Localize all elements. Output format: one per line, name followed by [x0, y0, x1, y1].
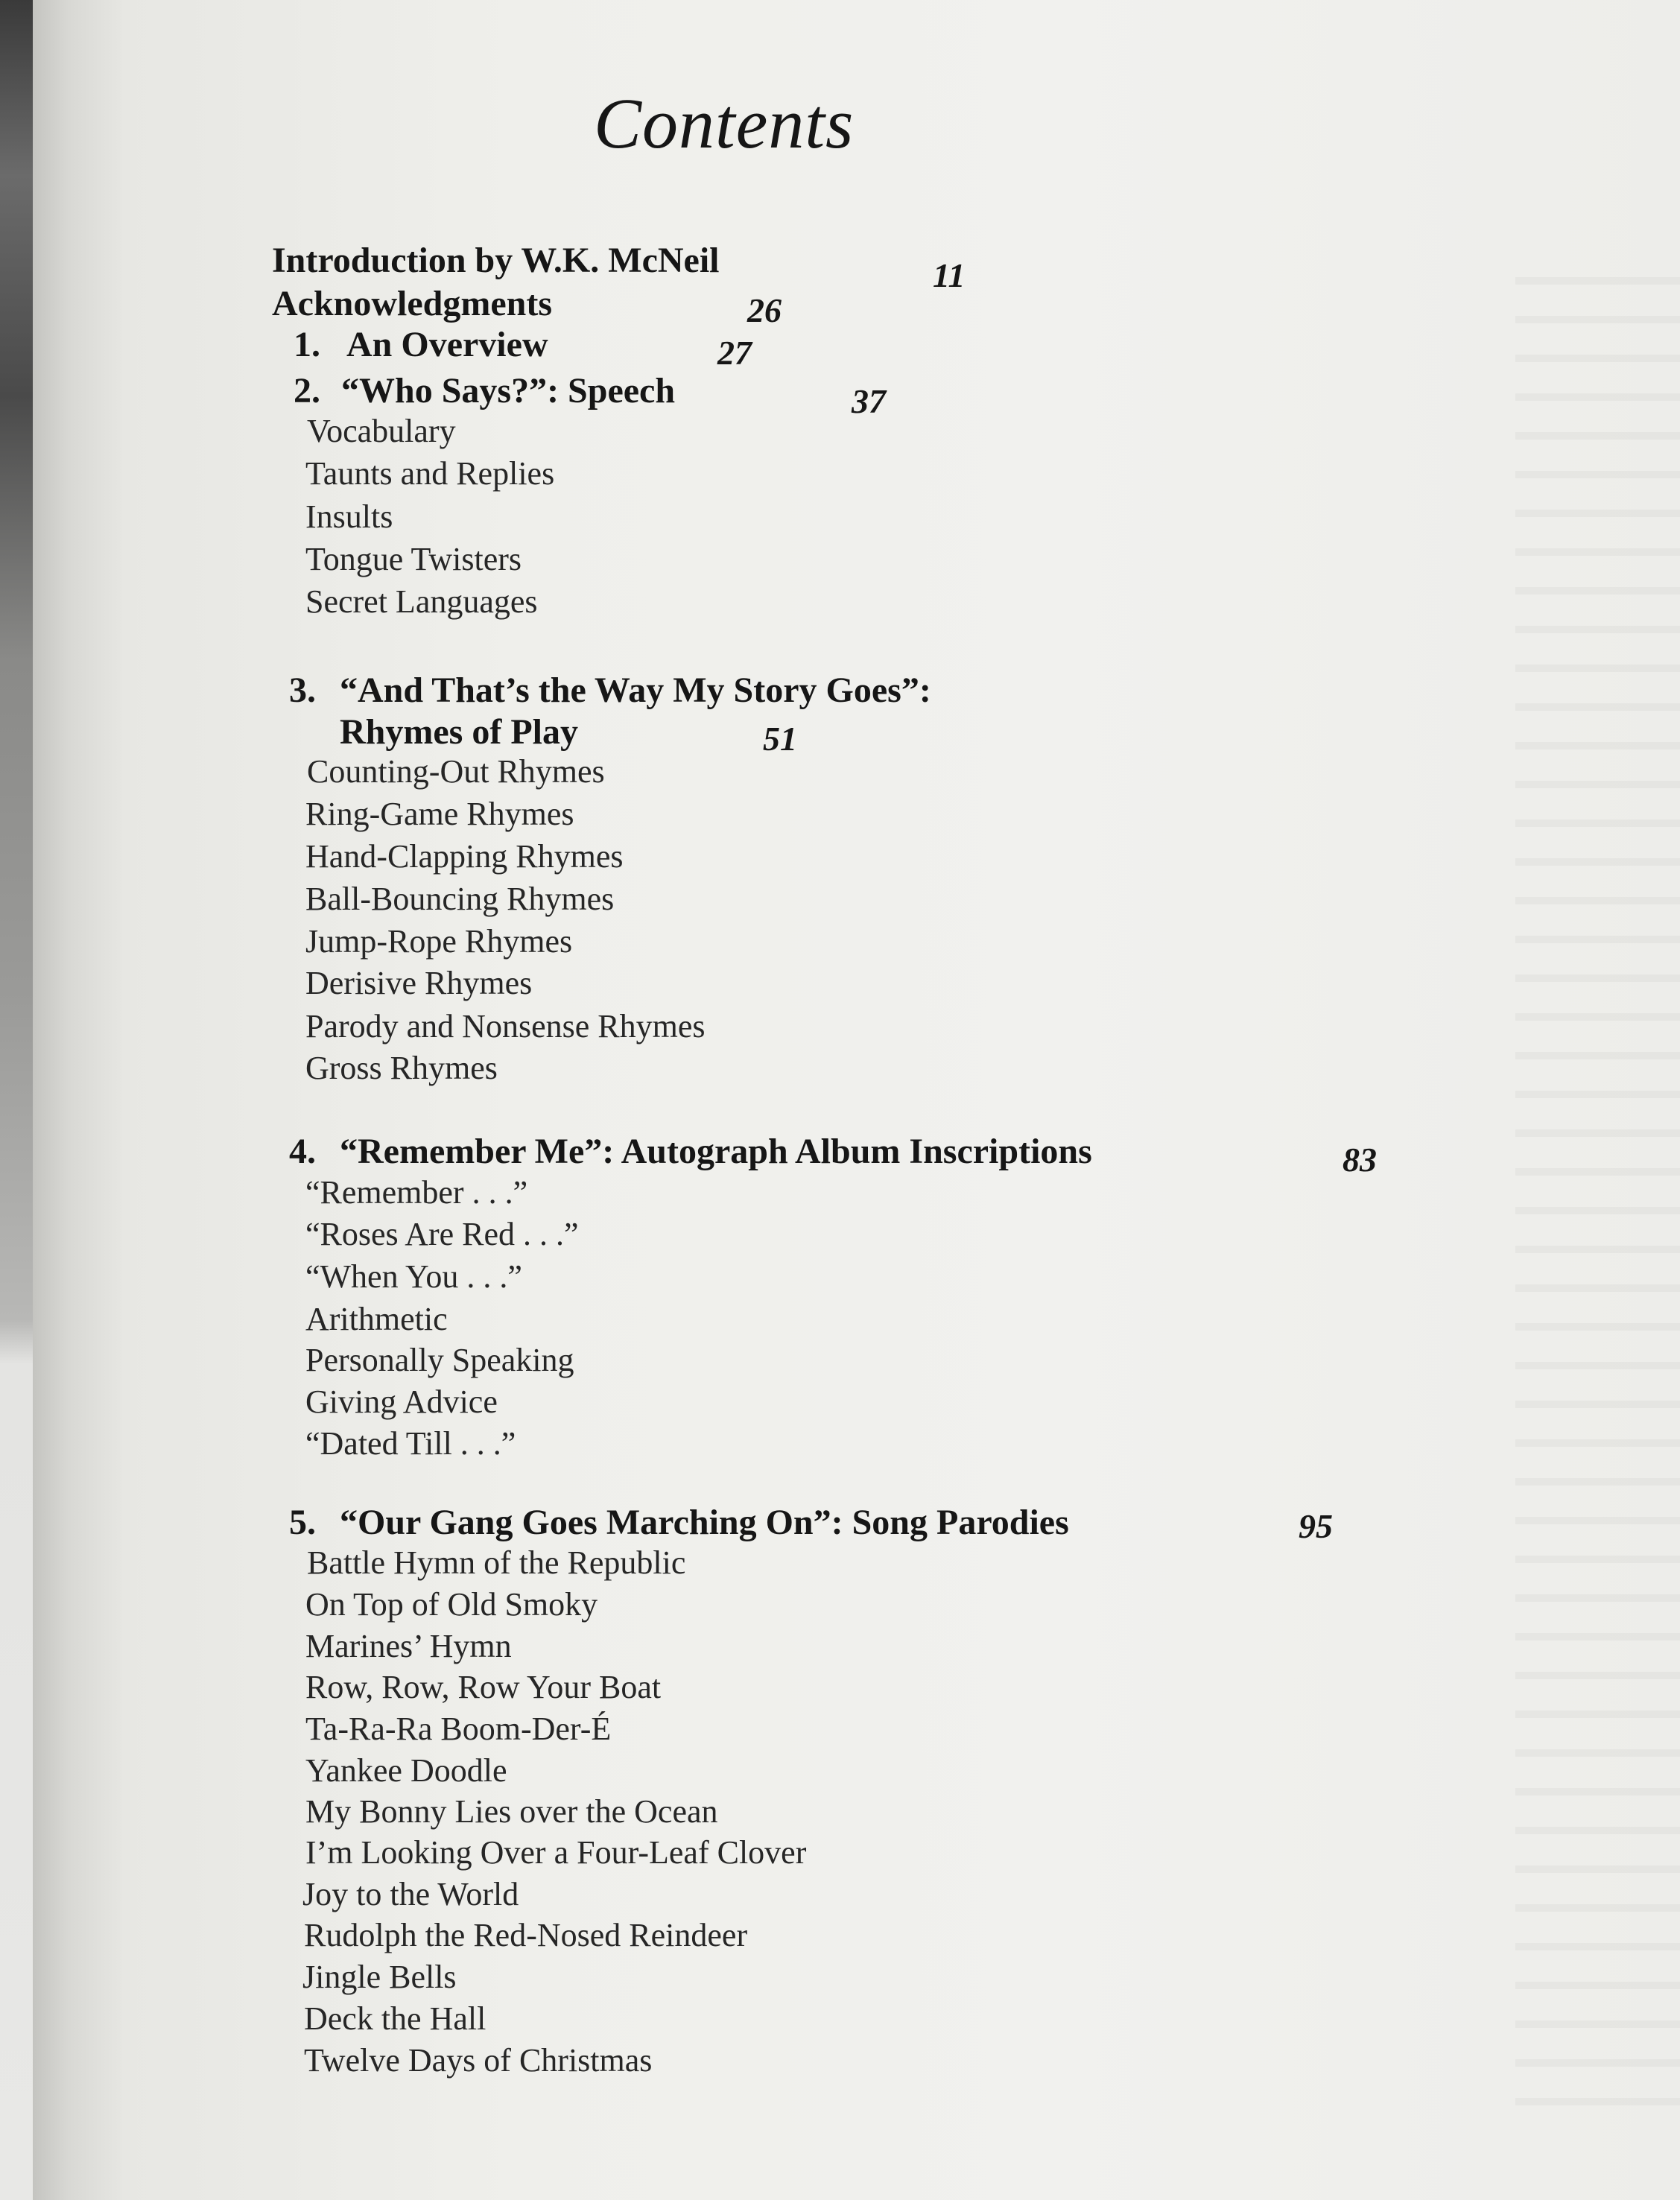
page-number-chapter-5: 95	[1299, 1507, 1333, 1545]
section-item: Rudolph the Red-Nosed Reindeer	[304, 1917, 748, 1953]
chapter-5-number: 5.	[289, 1503, 316, 1542]
section-item: Tongue Twisters	[305, 541, 522, 577]
section-item: On Top of Old Smoky	[305, 1586, 598, 1623]
section-item: Yankee Doodle	[305, 1752, 507, 1789]
section-item: Marines’ Hymn	[305, 1628, 512, 1664]
front-matter-introduction: Introduction by W.K. McNeil	[272, 241, 720, 280]
chapter-5-title: “Our Gang Goes Marching On”: Song Parodies	[340, 1503, 1069, 1542]
chapter-3-title: “And That’s the Way My Story Goes”:	[340, 671, 931, 710]
section-item: Vocabulary	[307, 413, 456, 449]
section-item: Jingle Bells	[302, 1959, 457, 1995]
section-item: Hand-Clapping Rhymes	[305, 838, 624, 875]
section-item: “When You . . .”	[305, 1258, 522, 1295]
book-binding	[0, 0, 33, 2200]
section-item: “Roses Are Red . . .”	[305, 1216, 579, 1252]
page-gutter	[33, 0, 122, 2200]
section-item: Gross Rhymes	[305, 1050, 498, 1086]
page-number-introduction: 11	[933, 256, 966, 294]
section-item: Twelve Days of Christmas	[304, 2042, 653, 2079]
chapter-1-number: 1.	[294, 325, 320, 364]
chapter-3-number: 3.	[289, 671, 316, 710]
show-through-text	[1515, 246, 1680, 2108]
section-item: Derisive Rhymes	[305, 965, 533, 1001]
section-item: Giving Advice	[305, 1383, 498, 1420]
section-item: My Bonny Lies over the Ocean	[305, 1793, 718, 1830]
section-item: Insults	[305, 498, 393, 535]
section-item: “Dated Till . . .”	[305, 1425, 516, 1462]
page-number-chapter-2: 37	[852, 382, 886, 420]
section-item: Parody and Nonsense Rhymes	[305, 1008, 706, 1044]
chapter-2-number: 2.	[294, 371, 320, 410]
section-item: Jump-Rope Rhymes	[305, 923, 573, 960]
chapter-2-title: “Who Says?”: Speech	[341, 371, 676, 410]
section-item: I’m Looking Over a Four-Leaf Clover	[305, 1834, 807, 1871]
chapter-1-title: An Overview	[346, 325, 548, 364]
section-item: Counting-Out Rhymes	[307, 753, 605, 790]
section-item: Deck the Hall	[304, 2000, 486, 2037]
front-matter-acknowledgments: Acknowledgments	[272, 284, 553, 323]
section-item: “Remember . . .”	[305, 1174, 528, 1211]
section-item: Battle Hymn of the Republic	[307, 1544, 686, 1581]
section-item: Taunts and Replies	[305, 455, 555, 492]
page-number-chapter-3: 51	[763, 720, 797, 758]
chapter-3-title-line-2: Rhymes of Play	[340, 712, 578, 752]
chapter-4-title: “Remember Me”: Autograph Album Inscriptions	[340, 1132, 1092, 1171]
section-item: Personally Speaking	[305, 1342, 574, 1378]
section-item: Ring-Game Rhymes	[305, 796, 574, 832]
page-number-chapter-1: 27	[717, 334, 752, 372]
page-number-chapter-4: 83	[1343, 1141, 1377, 1179]
page-title: Contents	[594, 83, 855, 163]
section-item: Ta-Ra-Ra Boom-Der-É	[305, 1711, 612, 1747]
section-item: Arithmetic	[305, 1301, 448, 1337]
section-item: Ball-Bouncing Rhymes	[305, 881, 615, 917]
section-item: Joy to the World	[302, 1876, 519, 1912]
section-item: Secret Languages	[305, 583, 538, 620]
page-number-acknowledgments: 26	[747, 291, 782, 329]
section-item: Row, Row, Row Your Boat	[305, 1669, 662, 1705]
chapter-4-number: 4.	[289, 1132, 316, 1171]
